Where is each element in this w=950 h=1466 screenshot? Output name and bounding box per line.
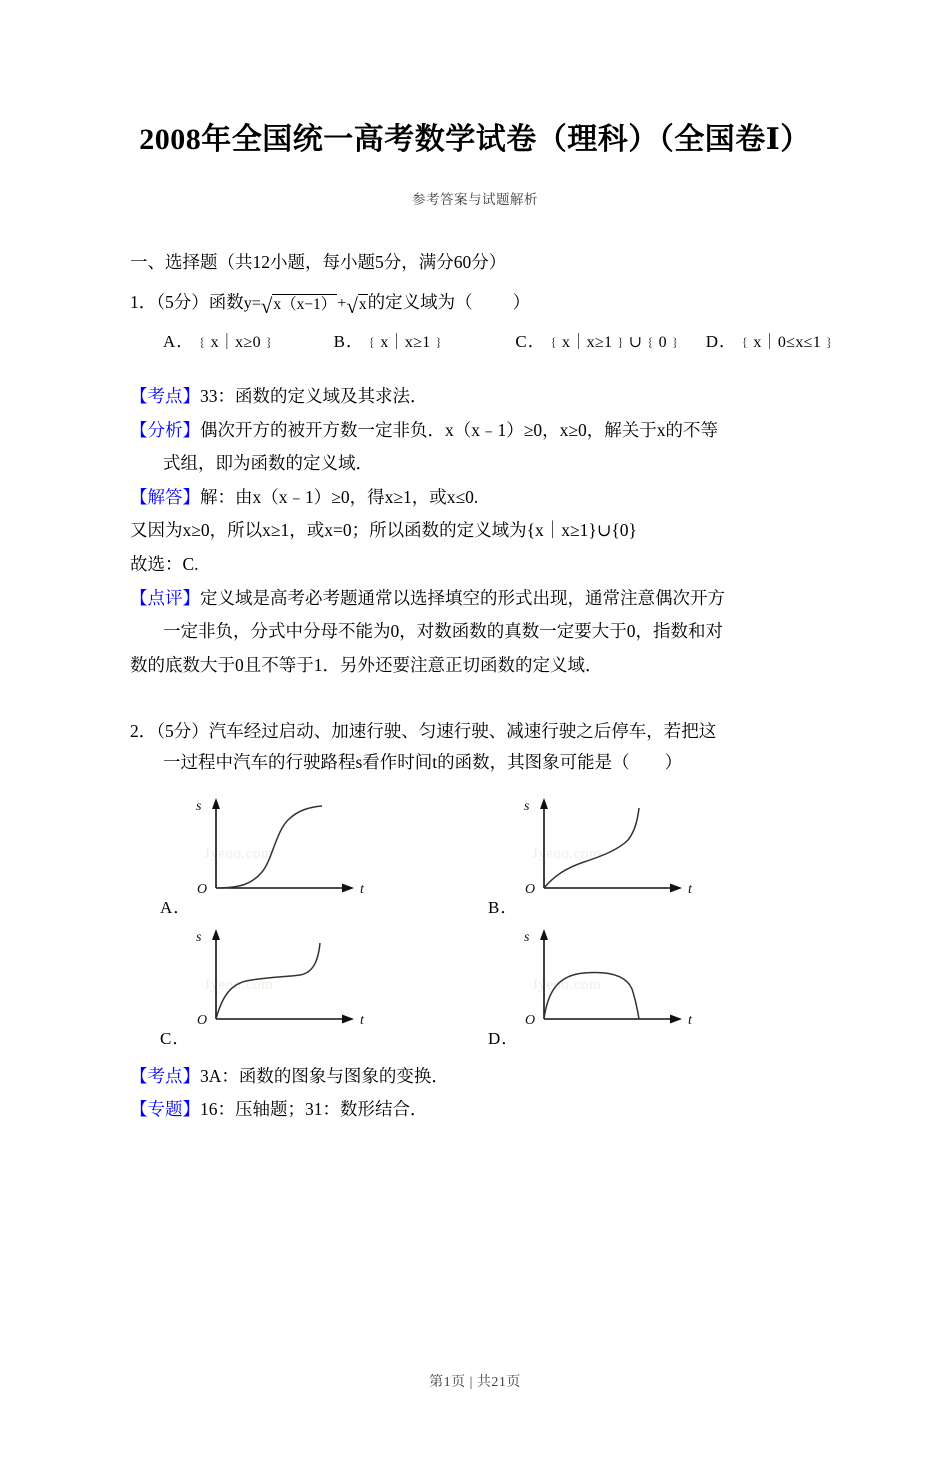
option-d-text: ﹛x｜0≤x≤1﹜ [737,334,838,351]
question-1 [130,287,820,320]
graph-b-y-arrow-icon [540,798,548,809]
graph-c-label: C． [160,1028,191,1048]
question-2-line-1: 汽车经过启动、加速行驶、匀速行驶、减速行驶之后停车，若把这 [208,721,717,742]
graph-a-svg [194,796,394,904]
radical-1-body: x（x−1） [273,296,337,314]
graph-d-svg [522,927,722,1035]
graph-a-y-axis-label: s [196,798,202,814]
question-1-stem-close: ） [512,292,531,313]
option-d-letter: D． [705,332,738,351]
question-2-score: （5分） [156,721,209,742]
analysis-2-zhuanti-line-1: 16：压轴题；31：数形结合． [200,1099,428,1120]
radical-2 [346,289,367,320]
document-page [0,122,950,1466]
analysis-tag-fenxi: 【分析】 [130,419,200,440]
graph-option-d[interactable] [488,927,818,1048]
graph-a-y-arrow-icon [212,798,220,809]
option-c[interactable] [515,327,683,352]
graph-a-x-arrow-icon [342,883,354,892]
graph-d-label: D． [488,1028,520,1048]
watermark-text: Jyeoo.com [532,845,602,862]
question-1-stem-prefix: 函数 [208,292,244,313]
page-title: 2008年全国统一高考数学试卷（理科）（全国卷Ⅰ） [139,123,811,156]
formula-lhs: y= [243,295,261,313]
analysis-jieda-line-1: 解：由x（x﹣1）≥0，得x≥1，或x≤0. [200,486,479,507]
analysis-fenxi-line-1: 偶次开方的被开方数一定非负．x（x﹣1）≥0，x≥0，解关于x的不等 [200,419,718,440]
analysis-jieda-line-3: 故选：C. [130,553,199,574]
graph-c-svg [194,927,394,1035]
graph-option-b[interactable] [488,796,818,917]
watermark-text: Jyeoo.com [204,845,274,862]
graph-d-x-arrow-icon [670,1014,682,1023]
graph-b-y-axis-label: s [524,798,530,814]
analysis-2-tag-zhuanti: 【专题】 [130,1099,200,1120]
analysis-2-kaodian-line-1: 3A：函数的图象与图象的变换． [200,1065,449,1086]
graph-c-y-axis-label: s [196,929,202,945]
graph-b-x-axis-label: t [688,881,692,897]
option-a[interactable] [163,327,277,352]
question-2 [130,716,820,777]
graph-c-x-axis-label: t [360,1012,364,1028]
question-1-score: （5分） [156,292,209,313]
analysis-dianping-line-3: 数的底数大于0且不等于1．另外还要注意正切函数的定义域． [130,654,603,675]
question-1-options [130,327,838,352]
analysis-2-zhuanti [130,1093,820,1127]
radical-2-body: x [358,296,367,314]
graph-c-x-arrow-icon [342,1014,354,1023]
option-b-text: ﹛x｜x≥1﹜ [364,334,447,351]
radical-sign-icon: √ [346,294,358,319]
graph-a-origin-label: O [197,881,208,897]
page-subtitle: 参考答案与试题解析 [412,192,538,207]
radical-sign-icon: √ [260,294,273,319]
question-1-number: 1． [130,292,157,313]
graph-option-a[interactable] [160,796,490,917]
graph-c-y-arrow-icon [212,929,220,940]
graph-d-origin-label: O [525,1012,536,1028]
analysis-fenxi [130,414,820,448]
analysis-tag-dianping: 【点评】 [130,587,200,608]
graph-a-label: A． [160,897,192,917]
option-c-letter: C． [515,332,546,351]
analysis-dianping [130,582,820,616]
question-1-stem-suffix: 的定义域为（ [367,292,473,313]
analysis-2-tag-kaodian: 【考点】 [130,1065,200,1086]
question-1-analysis [130,380,820,682]
graph-a-x-axis-label: t [360,881,364,897]
analysis-tag-kaodian: 【考点】 [130,386,200,406]
analysis-dianping-line-1: 定义域是高考必考题通常以选择填空的形式出现，通常注意偶次开方 [200,587,725,608]
analysis-kaodian [130,380,820,414]
graph-b-svg [522,796,722,904]
analysis-jieda [130,481,820,515]
option-b-letter: B． [333,332,365,351]
question-2-number: 2． [130,721,157,742]
analysis-fenxi-cont: 式组，即为函数的定义域． [163,453,373,474]
formula-plus: + [337,295,347,313]
radical-1 [261,289,338,320]
analysis-jieda-line-2: 又因为x≥0，所以x≥1，或x=0；所以函数的定义域为{x｜x≥1}∪{0} [130,520,637,541]
question-2-line-2: 一过程中汽车的行驶路程s看作时间t的函数，其图象可能是（ ） [163,751,683,772]
graph-option-c[interactable] [160,927,490,1048]
option-b[interactable] [334,327,447,352]
graph-b-origin-label: O [525,881,536,897]
page-footer: 第1页 | 共21页 [429,1375,521,1390]
question-2-graph-options [130,792,820,1048]
analysis-dianping-line-2: 一定非负，分式中分母不能为0，对数函数的真数一定要大于0，指数和对 [163,621,723,642]
question-2-stem [130,716,820,747]
graph-b-x-arrow-icon [670,883,682,892]
graph-d-x-axis-label: t [688,1012,692,1028]
watermark-text: Jyeoo.com [204,976,274,993]
analysis-tag-jieda: 【解答】 [130,486,200,507]
analysis-2-kaodian [130,1060,820,1094]
graph-c-origin-label: O [197,1012,208,1028]
question-2-analysis [130,1060,820,1127]
graph-d-y-axis-label: s [524,929,530,945]
question-1-stem [130,287,820,320]
option-a-text: ﹛x｜x≥0﹜ [194,334,278,351]
section-heading: 一、选择题（共12小题，每小题5分，满分60分） [130,252,507,272]
graph-d-y-arrow-icon [540,929,548,940]
analysis-kaodian-line-1: 33：函数的定义域及其求法． [200,386,428,406]
watermark-text: Jyeoo.com [532,976,602,993]
option-c-text: ﹛x｜x≥1﹜∪﹛0﹜ [545,334,684,351]
option-d[interactable] [706,327,838,352]
graph-b-label: B． [488,897,519,917]
option-a-letter: A． [163,332,195,351]
